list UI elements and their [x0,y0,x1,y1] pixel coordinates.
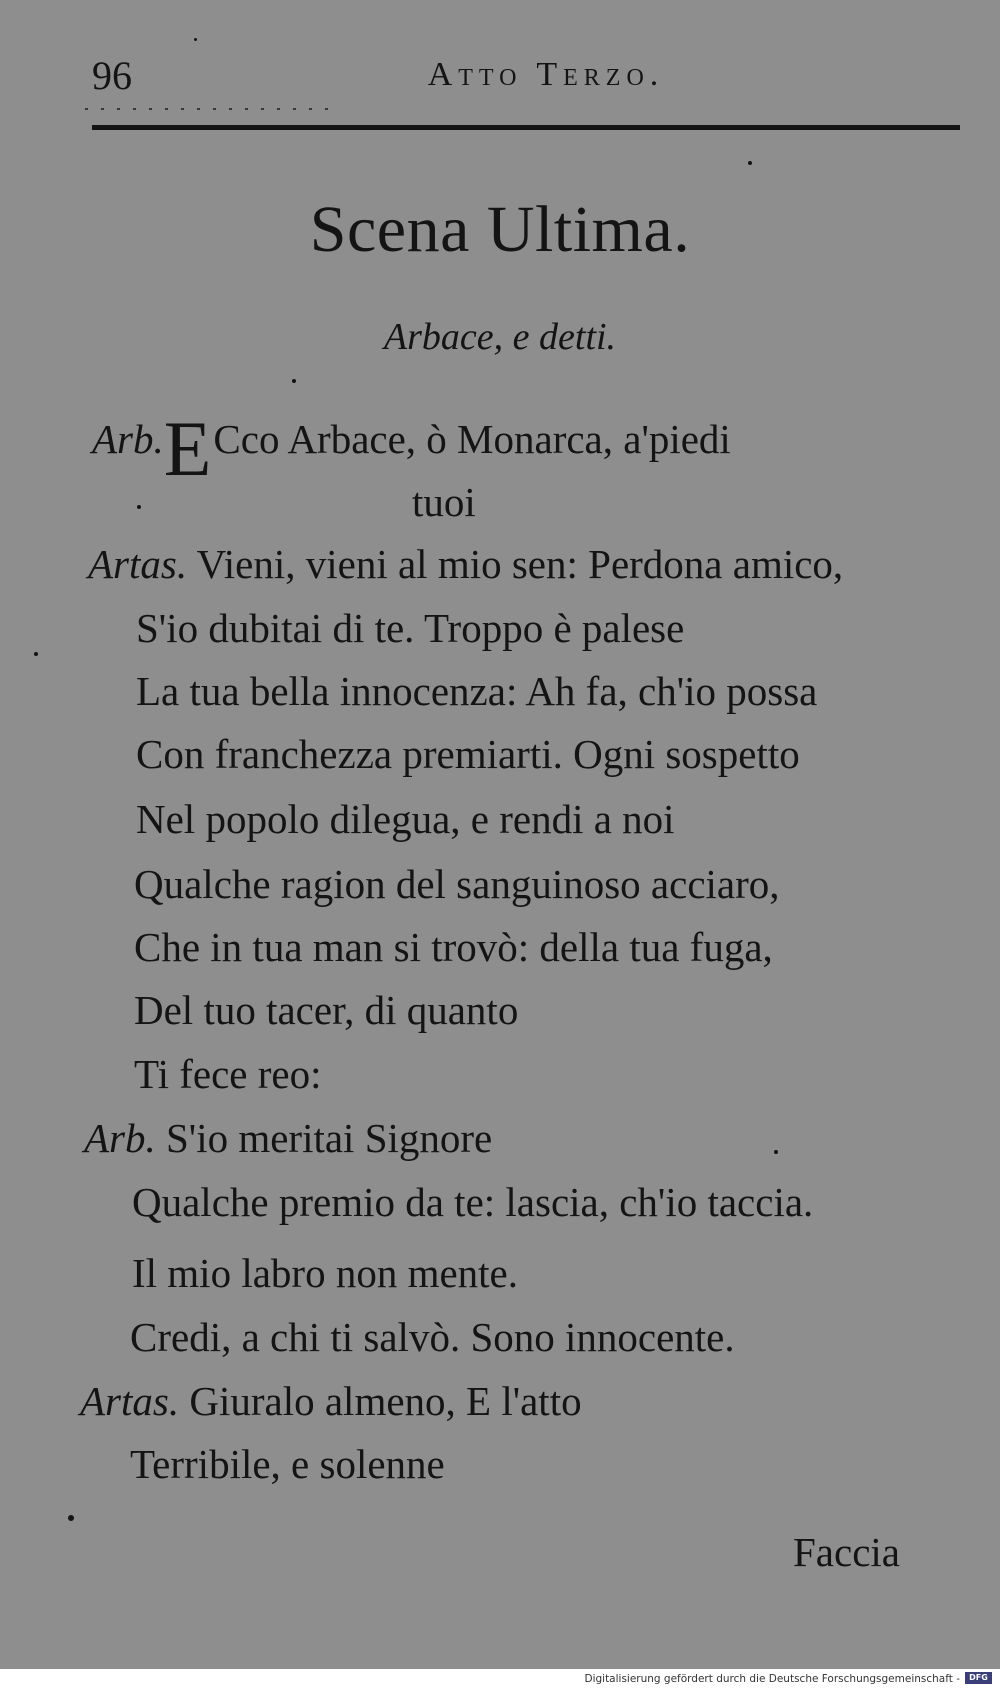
dialogue-line [130,1441,445,1487]
line-text: Qualche ragion del sanguinoso acciaro, [134,861,780,907]
dialogue-line [134,1051,322,1097]
ink-speck [774,1150,778,1154]
ink-speck [748,161,752,165]
page-header [92,52,960,102]
dialogue-line [132,1179,814,1225]
scene-title: Scena Ultima. [309,193,691,266]
line-text: Ti fece reo: [134,1051,322,1097]
line-text: Nel popolo dilegua, e rendi a noi [136,796,675,842]
catchword: Faccia [793,1529,900,1575]
dialogue-line [130,1314,735,1360]
ink-speck [137,505,141,509]
ink-speck [34,652,38,656]
dialogue-line [88,541,844,587]
speaker-name: Artas. [80,1378,180,1424]
dialogue-line [134,924,773,970]
digitization-footer [0,1669,1000,1689]
line-text: S'io meritai Signore [166,1115,493,1161]
drop-capital: E [163,405,212,492]
dialogue-line [136,605,685,651]
dialogue-line [412,479,476,525]
speaker-name: Artas. [88,541,188,587]
ink-speck [194,38,197,41]
dialogue-line [92,405,731,492]
ink-speck [292,379,296,383]
dialogue-line [132,1250,518,1296]
speaker-name: Arb. [92,416,164,462]
dialogue-line [134,987,519,1033]
line-text: Che in tua man si trovò: della tua fuga, [134,924,773,970]
line-text: Credi, a chi ti salvò. Sono innocente. [130,1314,735,1360]
line-text: S'io dubitai di te. Troppo è palese [136,605,685,651]
speaker-name: Arb. [84,1115,156,1161]
page-number: 96 [92,53,132,98]
footer-credit: Digitalisierung gefördert durch die Deutsche Forschungsgemeinschaft - [584,1673,960,1685]
line-text: Giuralo almeno, E l'atto [189,1378,582,1424]
line-text: Del tuo tacer, di quanto [134,987,519,1033]
dialogue-line [84,1115,493,1161]
line-text: Il mio labro non mente. [132,1250,518,1296]
header-dots-divider [85,108,335,110]
line-text: Con franchezza premiarti. Ogni sospetto [136,731,800,777]
dialogue-line [134,861,780,907]
dialogue-line [136,731,800,777]
ink-speck [68,1515,74,1521]
running-head: Atto Terzo. [427,56,665,93]
scene-cast: Arbace, e detti. [383,316,617,358]
line-text: Vieni, vieni al mio sen: Perdona amico, [196,541,844,587]
line-text: Cco Arbace, ò Monarca, a'piedi [213,416,731,462]
line-text: Qualche premio da te: lascia, ch'io taccia. [132,1179,814,1225]
line-text: tuoi [412,479,476,525]
line-text: La tua bella innocenza: Ah fa, ch'io possa [136,668,818,714]
dfg-logo: DFG [965,1672,992,1684]
dialogue-line [80,1378,582,1424]
dialogue-line [136,668,818,714]
dialogue-line [136,796,675,842]
line-text: Terribile, e solenne [130,1441,445,1487]
header-rule [92,125,960,130]
